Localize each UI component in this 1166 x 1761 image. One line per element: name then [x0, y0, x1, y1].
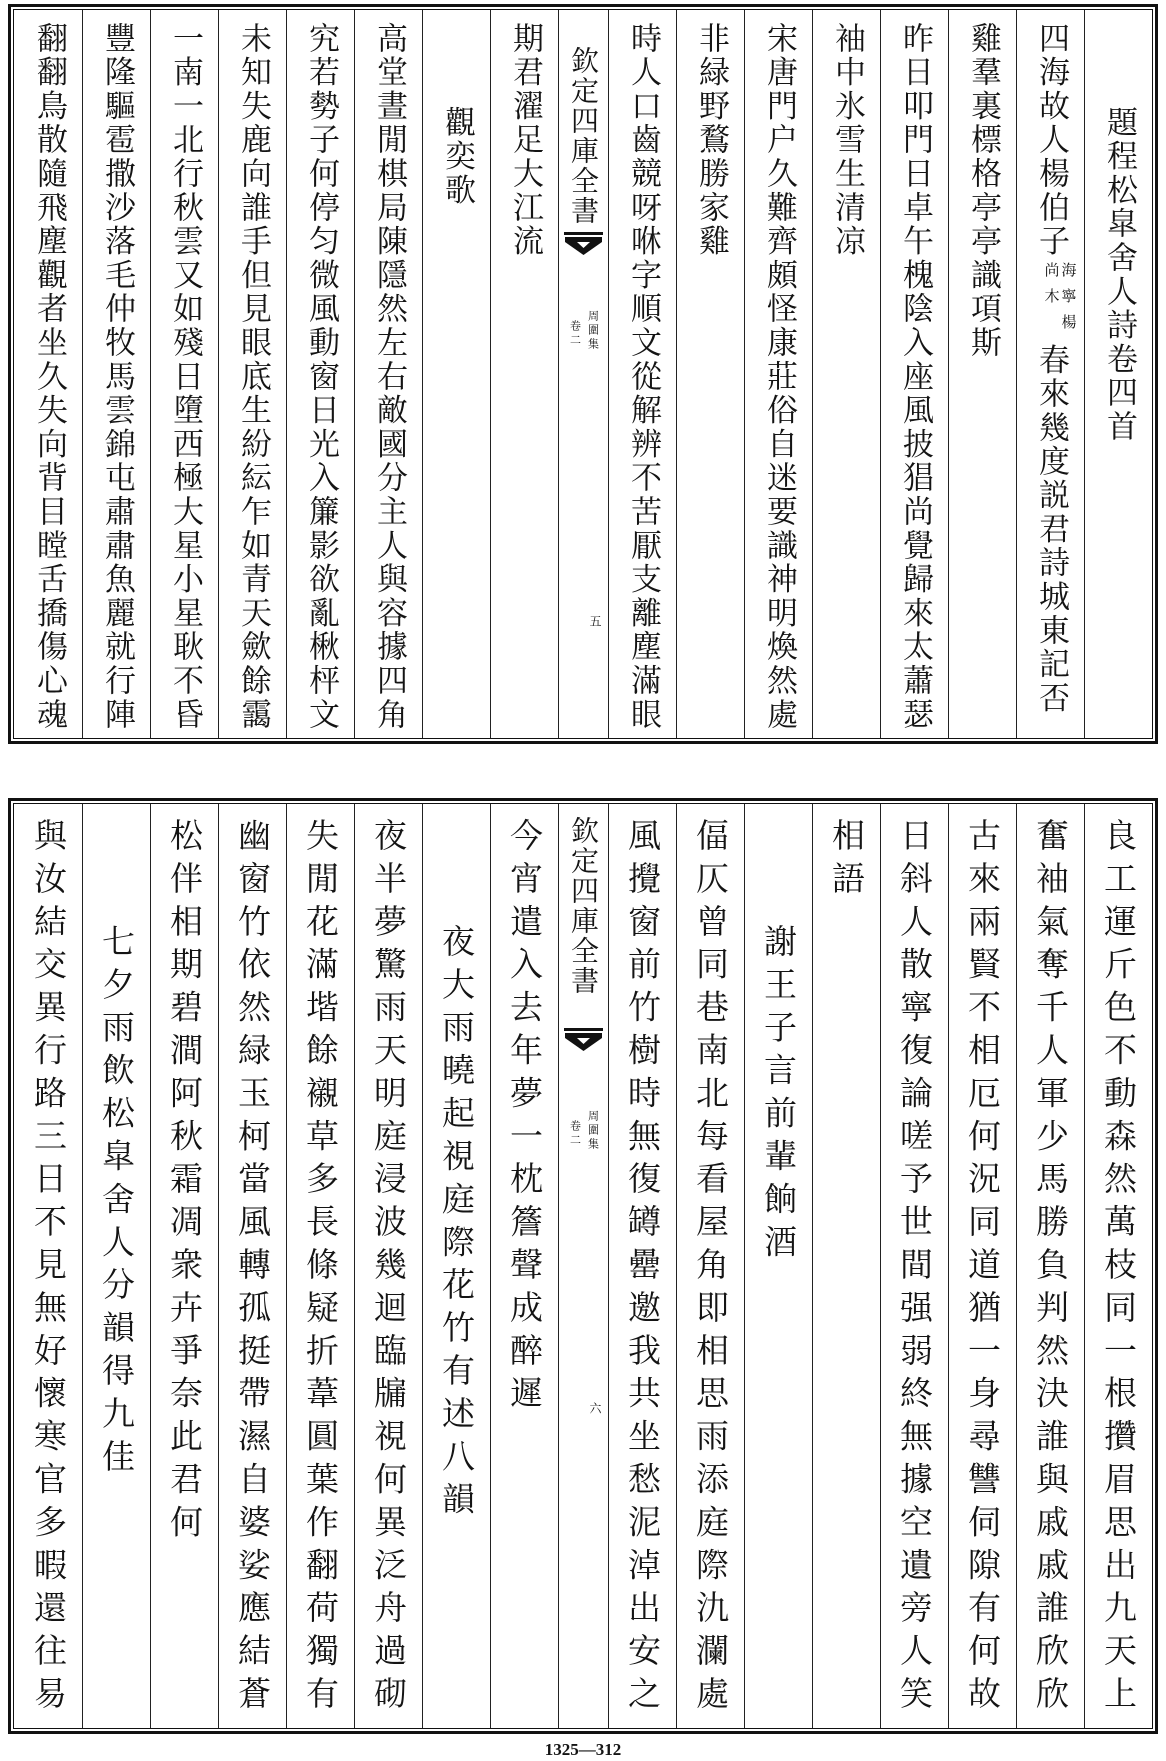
banxin	[558, 10, 608, 738]
banxin-title: 欽定四庫全書	[567, 46, 600, 226]
verse-text: 春來幾度説君詩城東記否	[1033, 343, 1069, 716]
text-column-with-note	[1016, 10, 1084, 738]
text-column: 翻翻鳥散隨飛塵觀者坐久失向背目瞠舌撟傷心魂	[31, 22, 67, 732]
text-column: 宋唐門户久難齊頗怪康莊俗自迷要識神明煥然處	[744, 10, 812, 738]
text-column: 幽窗竹依然緑玉柯當風轉孤挺帶濕自婆娑應結蒼	[218, 804, 286, 1728]
fishtail-mark	[564, 230, 603, 256]
text-column: 與汝結交異行路三日不見無好懷寒官多暇還往易	[29, 818, 68, 1719]
banxin-juan: 卷二	[568, 320, 582, 348]
verse-text: 四海故人楊伯子	[1033, 22, 1069, 259]
lower-half-leaf	[8, 798, 1158, 1734]
text-column: 一南一北行秋雲又如殘日墮西極大星小星耿不昏	[150, 10, 218, 738]
banxin	[558, 804, 608, 1728]
fishtail-mark	[564, 1026, 603, 1052]
text-column: 松伴相期碧澗阿秋霜凋衆卉爭奈此君何	[150, 804, 218, 1728]
text-column: 偪仄曾同巷南北每看屋角即相思雨添庭際氿瀾處	[676, 804, 744, 1728]
banxin-title: 欽定四庫全書	[567, 816, 600, 996]
text-column: 相語	[812, 804, 880, 1728]
text-column: 袖中氷雪生清凉	[812, 10, 880, 738]
banxin-collection: 周圍集	[586, 1110, 600, 1152]
text-column: 今宵遣入去年夢一枕簷聲成醉遲	[490, 804, 558, 1728]
page-number: 1325—312	[544, 1740, 622, 1759]
text-column: 雞羣裏標格亭亭識項斯	[948, 10, 1016, 738]
banxin-labels	[565, 1110, 603, 1152]
text-column: 日斜人散寧復論嗟予世間强弱終無據空遺旁人笑	[880, 804, 948, 1728]
upper-half-leaf	[8, 4, 1158, 744]
banxin-collection: 周圍集	[586, 310, 600, 352]
text-column: 古來兩賢不相厄何況同道猶一身尋讐伺隙有何故	[948, 804, 1016, 1728]
text-column: 時人口齒競呀咻字順文從解辨不苦厭支離塵滿眼	[608, 10, 676, 738]
text-column: 未知失鹿向誰手但見眼底生紛紜乍如青天歛餘靄	[218, 10, 286, 738]
note-line-right: 海寧楊	[1059, 261, 1078, 340]
column-grid	[13, 803, 1153, 1729]
text-column: 期君濯足大江流	[490, 10, 558, 738]
leaf-number: 五	[588, 615, 602, 627]
banxin-juan: 卷二	[568, 1120, 582, 1148]
text-column: 究若勢子何停匀微風動窗日光入簾影欲亂楸枰文	[286, 10, 354, 738]
poem-title: 觀奕歌	[422, 10, 490, 738]
poem-title: 七夕雨飲松皐舍人分韻得九佳	[82, 804, 150, 1728]
poem-title: 題程松皐舍人詩卷四首	[1084, 10, 1152, 738]
text-column: 失閒花滿堦餘襯草多長條疑折葦圓葉作翻荷獨有	[286, 804, 354, 1728]
leaf-number: 六	[588, 1402, 602, 1414]
interlinear-note	[1043, 262, 1077, 340]
text-column: 良工運斤色不動森然萬枝同一根攢眉思出九天上	[1084, 804, 1152, 1728]
text-column: 昨日叩門日卓午槐陰入座風披猖尚覺歸來太蕭瑟	[880, 10, 948, 738]
banxin-labels	[565, 310, 603, 352]
text-column: 夜半夢驚雨天明庭浸波幾迴臨牖視何異泛舟過砌	[354, 804, 422, 1728]
text-column: 奮袖氣奪千人軍少馬勝負判然決誰與戚戚誰欣欣	[1016, 804, 1084, 1728]
poem-title: 謝王子言前輩餉酒	[744, 804, 812, 1728]
text-column: 豐隆驅雹撒沙落毛仲牧馬雲錦屯肅肅魚麗就行陣	[82, 10, 150, 738]
text-column: 非緑野鶩勝家雞	[676, 10, 744, 738]
poem-title: 夜大雨曉起視庭際花竹有述八韻	[422, 804, 490, 1728]
text-column: 風攪窗前竹樹時無復罇罍邀我共坐愁泥淖出安之	[608, 804, 676, 1728]
column-grid	[13, 9, 1153, 739]
text-column: 高堂晝閒棋局陳隱然左右敵國分主人與容據四角	[354, 10, 422, 738]
note-line-left: 尚木	[1042, 261, 1061, 314]
